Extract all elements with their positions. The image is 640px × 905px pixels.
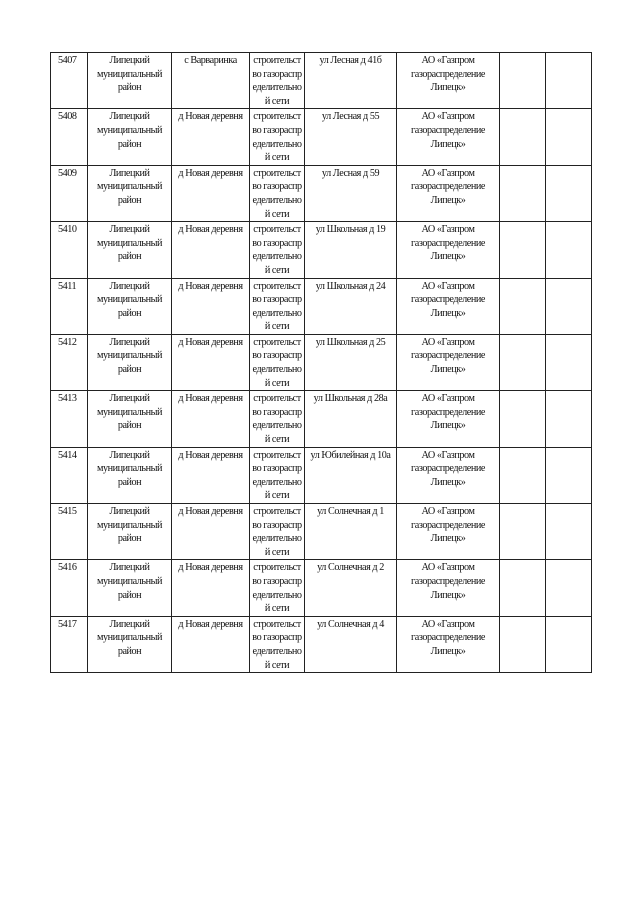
empty-cell bbox=[546, 334, 592, 390]
district-cell: Липецкий муниципальный район bbox=[88, 616, 172, 672]
work-type-cell: строительство газораспределительной сети bbox=[250, 165, 305, 221]
locality-cell: д Новая деревня bbox=[172, 109, 250, 165]
empty-cell bbox=[546, 109, 592, 165]
empty-cell bbox=[500, 222, 546, 278]
address-cell: ул Школьная д 24 bbox=[305, 278, 397, 334]
row-number-cell: 5416 bbox=[51, 560, 88, 616]
work-type-cell: строительство газораспределительной сети bbox=[250, 53, 305, 109]
row-number-cell: 5415 bbox=[51, 504, 88, 560]
empty-cell bbox=[546, 53, 592, 109]
address-cell: ул Солнечная д 1 bbox=[305, 504, 397, 560]
organization-cell: АО «Газпром газораспределение Липецк» bbox=[397, 504, 500, 560]
district-cell: Липецкий муниципальный район bbox=[88, 222, 172, 278]
row-number-cell: 5408 bbox=[51, 109, 88, 165]
work-type-cell: строительство газораспределительной сети bbox=[250, 560, 305, 616]
district-cell: Липецкий муниципальный район bbox=[88, 334, 172, 390]
locality-cell: д Новая деревня bbox=[172, 165, 250, 221]
locality-cell: д Новая деревня bbox=[172, 616, 250, 672]
table-row bbox=[51, 616, 592, 672]
organization-cell: АО «Газпром газораспределение Липецк» bbox=[397, 53, 500, 109]
table-row bbox=[51, 222, 592, 278]
organization-cell: АО «Газпром газораспределение Липецк» bbox=[397, 560, 500, 616]
organization-cell: АО «Газпром газораспределение Липецк» bbox=[397, 222, 500, 278]
row-number-cell: 5413 bbox=[51, 391, 88, 447]
organization-cell: АО «Газпром газораспределение Липецк» bbox=[397, 447, 500, 503]
organization-cell: АО «Газпром газораспределение Липецк» bbox=[397, 391, 500, 447]
district-cell: Липецкий муниципальный район bbox=[88, 165, 172, 221]
row-number-cell: 5409 bbox=[51, 165, 88, 221]
table-body bbox=[51, 53, 592, 673]
empty-cell bbox=[546, 222, 592, 278]
address-cell: ул Школьная д 28а bbox=[305, 391, 397, 447]
registry-table bbox=[50, 52, 592, 673]
district-cell: Липецкий муниципальный район bbox=[88, 391, 172, 447]
empty-cell bbox=[500, 165, 546, 221]
locality-cell: д Новая деревня bbox=[172, 560, 250, 616]
organization-cell: АО «Газпром газораспределение Липецк» bbox=[397, 278, 500, 334]
district-cell: Липецкий муниципальный район bbox=[88, 504, 172, 560]
address-cell: ул Лесная д 55 bbox=[305, 109, 397, 165]
work-type-cell: строительство газораспределительной сети bbox=[250, 391, 305, 447]
district-cell: Липецкий муниципальный район bbox=[88, 447, 172, 503]
address-cell: ул Школьная д 25 bbox=[305, 334, 397, 390]
empty-cell bbox=[500, 504, 546, 560]
empty-cell bbox=[500, 560, 546, 616]
organization-cell: АО «Газпром газораспределение Липецк» bbox=[397, 334, 500, 390]
organization-cell: АО «Газпром газораспределение Липецк» bbox=[397, 109, 500, 165]
work-type-cell: строительство газораспределительной сети bbox=[250, 109, 305, 165]
locality-cell: с Варваринка bbox=[172, 53, 250, 109]
table-row bbox=[51, 447, 592, 503]
address-cell: ул Лесная д 41б bbox=[305, 53, 397, 109]
empty-cell bbox=[546, 391, 592, 447]
work-type-cell: строительство газораспределительной сети bbox=[250, 504, 305, 560]
table-row bbox=[51, 334, 592, 390]
address-cell: ул Солнечная д 4 bbox=[305, 616, 397, 672]
work-type-cell: строительство газораспределительной сети bbox=[250, 222, 305, 278]
empty-cell bbox=[500, 109, 546, 165]
district-cell: Липецкий муниципальный район bbox=[88, 53, 172, 109]
address-cell: ул Солнечная д 2 bbox=[305, 560, 397, 616]
empty-cell bbox=[546, 504, 592, 560]
empty-cell bbox=[500, 334, 546, 390]
row-number-cell: 5407 bbox=[51, 53, 88, 109]
row-number-cell: 5417 bbox=[51, 616, 88, 672]
locality-cell: д Новая деревня bbox=[172, 222, 250, 278]
table-row bbox=[51, 560, 592, 616]
address-cell: ул Юбилейная д 10а bbox=[305, 447, 397, 503]
table-row bbox=[51, 109, 592, 165]
address-cell: ул Лесная д 59 bbox=[305, 165, 397, 221]
table-row bbox=[51, 391, 592, 447]
empty-cell bbox=[500, 447, 546, 503]
locality-cell: д Новая деревня bbox=[172, 447, 250, 503]
empty-cell bbox=[500, 391, 546, 447]
empty-cell bbox=[546, 447, 592, 503]
empty-cell bbox=[500, 616, 546, 672]
organization-cell: АО «Газпром газораспределение Липецк» bbox=[397, 616, 500, 672]
address-cell: ул Школьная д 19 bbox=[305, 222, 397, 278]
work-type-cell: строительство газораспределительной сети bbox=[250, 447, 305, 503]
locality-cell: д Новая деревня bbox=[172, 391, 250, 447]
table-row bbox=[51, 53, 592, 109]
row-number-cell: 5411 bbox=[51, 278, 88, 334]
empty-cell bbox=[546, 165, 592, 221]
work-type-cell: строительство газораспределительной сети bbox=[250, 278, 305, 334]
empty-cell bbox=[546, 616, 592, 672]
row-number-cell: 5410 bbox=[51, 222, 88, 278]
table-row bbox=[51, 504, 592, 560]
empty-cell bbox=[546, 560, 592, 616]
work-type-cell: строительство газораспределительной сети bbox=[250, 334, 305, 390]
district-cell: Липецкий муниципальный район bbox=[88, 560, 172, 616]
district-cell: Липецкий муниципальный район bbox=[88, 278, 172, 334]
organization-cell: АО «Газпром газораспределение Липецк» bbox=[397, 165, 500, 221]
table-row bbox=[51, 165, 592, 221]
row-number-cell: 5412 bbox=[51, 334, 88, 390]
row-number-cell: 5414 bbox=[51, 447, 88, 503]
locality-cell: д Новая деревня bbox=[172, 334, 250, 390]
locality-cell: д Новая деревня bbox=[172, 278, 250, 334]
work-type-cell: строительство газораспределительной сети bbox=[250, 616, 305, 672]
empty-cell bbox=[546, 278, 592, 334]
empty-cell bbox=[500, 278, 546, 334]
district-cell: Липецкий муниципальный район bbox=[88, 109, 172, 165]
locality-cell: д Новая деревня bbox=[172, 504, 250, 560]
empty-cell bbox=[500, 53, 546, 109]
table-row bbox=[51, 278, 592, 334]
